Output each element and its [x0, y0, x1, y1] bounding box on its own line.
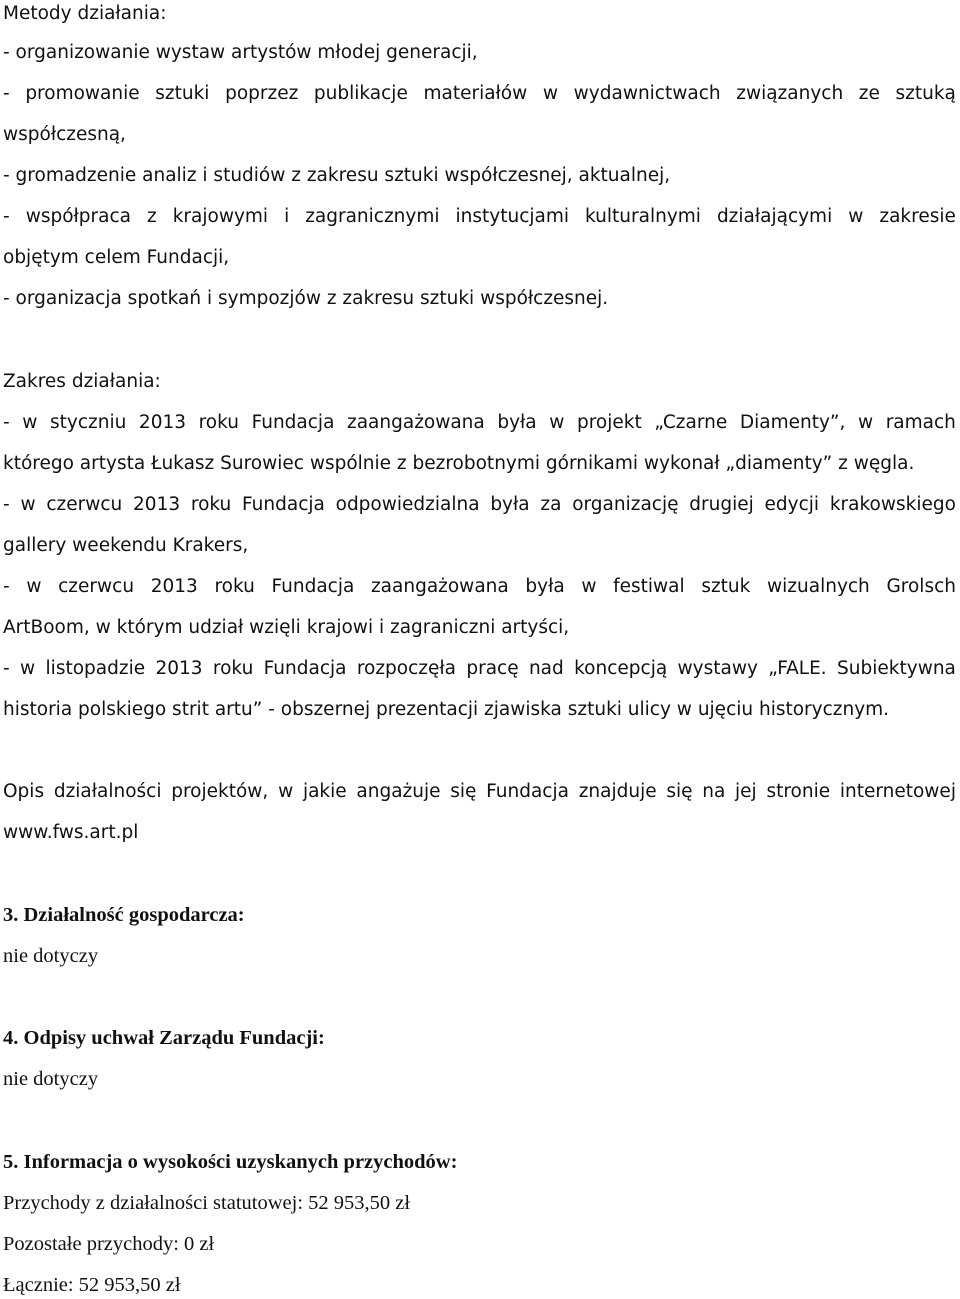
word: publikacje	[313, 83, 408, 104]
word: Grolsch	[886, 576, 956, 597]
word: -	[3, 494, 10, 515]
word: listopadzie	[45, 658, 146, 679]
metody-item: - organizacja spotkań i sympozjów z zakresu sztuki współczesnej.	[3, 288, 609, 309]
word: -	[3, 576, 10, 597]
zakres-line: ArtBoom, w którym udział wzięli krajowi i zagraniczni artyści,	[3, 617, 570, 638]
word: sztuk	[701, 576, 751, 597]
word: ramach	[885, 412, 956, 433]
word: rozpoczęła	[356, 658, 456, 679]
word: roku	[198, 412, 239, 433]
website-link[interactable]: www.fws.art.pl	[3, 822, 139, 843]
zakres-line: historia polskiego strit artu” - obszernej prezentacji zjawiska sztuki ulicy w ujęciu historycznym.	[3, 699, 890, 720]
word: w	[26, 576, 42, 597]
word: roku	[212, 658, 254, 679]
word: na	[702, 781, 726, 802]
word: -	[3, 658, 10, 679]
word: działającymi	[716, 206, 833, 227]
revenue-total: Łącznie: 52 953,50 zł	[3, 1274, 181, 1296]
word: się	[450, 781, 477, 802]
word: promowanie	[25, 83, 140, 104]
word: wydawnictwach	[573, 83, 721, 104]
word: Fundacja	[486, 781, 569, 802]
word: z	[146, 206, 157, 227]
word: była	[490, 494, 530, 515]
word: -	[3, 83, 10, 104]
word: zaangażowana	[370, 576, 509, 597]
metody-heading: Metody działania:	[3, 3, 167, 24]
word: była	[525, 576, 565, 597]
word: krakowskiego	[829, 494, 956, 515]
word: 2013	[133, 494, 181, 515]
zakres-line	[3, 657, 956, 681]
word: Fundacja	[271, 576, 355, 597]
word: w	[22, 412, 38, 433]
section-4-heading: 4. Odpisy uchwał Zarządu Fundacji:	[3, 1027, 325, 1049]
word: czerwcu	[58, 576, 135, 597]
word: jakie	[302, 781, 347, 802]
word: zakresie	[879, 206, 956, 227]
word: stronie	[766, 781, 831, 802]
zakres-line	[3, 575, 956, 599]
zakres-heading: Zakres działania:	[3, 371, 161, 392]
word: Opis	[3, 781, 45, 802]
zakres-line	[3, 411, 956, 435]
word: była	[497, 412, 537, 433]
zakres-line: gallery weekendu Krakers,	[3, 535, 249, 556]
word: znajduje	[578, 781, 657, 802]
word: „Czarne	[654, 412, 728, 433]
word: 2013	[138, 412, 187, 433]
word: projektów,	[171, 781, 269, 802]
word: współpraca	[25, 206, 131, 227]
word: drugiej	[689, 494, 754, 515]
word: wizualnych	[767, 576, 870, 597]
word: materiałów	[423, 83, 528, 104]
word: nad	[528, 658, 564, 679]
metody-item: - organizowanie wystaw artystów młodej generacji,	[3, 42, 478, 63]
metody-item	[3, 82, 956, 106]
word: Diamenty”,	[739, 412, 846, 433]
section-3-heading: 3. Działalność gospodarcza:	[3, 904, 245, 926]
opis-text	[3, 780, 956, 804]
section-5-heading: 5. Informacja o wysokości uzyskanych przychodów:	[3, 1151, 458, 1173]
word: krajowymi	[172, 206, 269, 227]
metody-item	[3, 205, 956, 229]
zakres-line	[3, 493, 956, 517]
word: roku	[190, 494, 232, 515]
word: styczniu	[50, 412, 127, 433]
word: instytucjami	[455, 206, 570, 227]
metody-item: - gromadzenie analiz i studiów z zakresu sztuki współczesnej, aktualnej,	[3, 165, 671, 186]
word: edycji	[764, 494, 820, 515]
word: zagranicznymi	[305, 206, 440, 227]
word: festiwal	[613, 576, 685, 597]
word: w	[549, 412, 565, 433]
word: angażuje	[356, 781, 441, 802]
word: się	[666, 781, 693, 802]
word: jej	[735, 781, 757, 802]
word: organizację	[572, 494, 679, 515]
word: projekt	[576, 412, 642, 433]
word: „FALE.	[768, 658, 827, 679]
word: związanych	[736, 83, 844, 104]
word: internetowej	[839, 781, 956, 802]
word: Fundacja	[263, 658, 347, 679]
word: działalności	[53, 781, 162, 802]
zakres-line: którego artysta Łukasz Surowiec wspólnie z bezrobotnymi górnikami wykonał „diamenty” z węgla.	[3, 453, 915, 474]
word: sztuki	[155, 83, 210, 104]
word: ze	[858, 83, 880, 104]
word: 2013	[150, 576, 198, 597]
word: w	[20, 494, 36, 515]
word: w	[857, 412, 874, 433]
word: odpowiedzialna	[335, 494, 480, 515]
word: roku	[214, 576, 255, 597]
word: 2013	[155, 658, 203, 679]
word: w	[278, 781, 294, 802]
word: za	[540, 494, 562, 515]
word: -	[3, 206, 10, 227]
word: i	[284, 206, 290, 227]
word: koncepcją	[574, 658, 668, 679]
word: w	[848, 206, 864, 227]
word: w	[542, 83, 559, 104]
word: wystawy	[677, 658, 758, 679]
word: w	[20, 658, 36, 679]
word: w	[581, 576, 597, 597]
word: czerwcu	[46, 494, 123, 515]
word: sztuką	[895, 83, 956, 104]
section-3-value: nie dotyczy	[3, 945, 99, 967]
word: kulturalnymi	[585, 206, 701, 227]
word: pracę	[466, 658, 519, 679]
word: Subiektywna	[837, 658, 956, 679]
metody-item: współczesną,	[3, 124, 126, 145]
word: -	[3, 412, 10, 433]
revenue-other: Pozostałe przychody: 0 zł	[3, 1233, 215, 1255]
word: Fundacja	[242, 494, 325, 515]
metody-item: objętym celem Fundacji,	[3, 247, 230, 268]
revenue-statutory: Przychody z działalności statutowej: 52 953,50 zł	[3, 1192, 411, 1214]
word: zaangażowana	[347, 412, 485, 433]
section-4-value: nie dotyczy	[3, 1068, 99, 1090]
word: poprzez	[225, 83, 299, 104]
word: Fundacja	[251, 412, 335, 433]
